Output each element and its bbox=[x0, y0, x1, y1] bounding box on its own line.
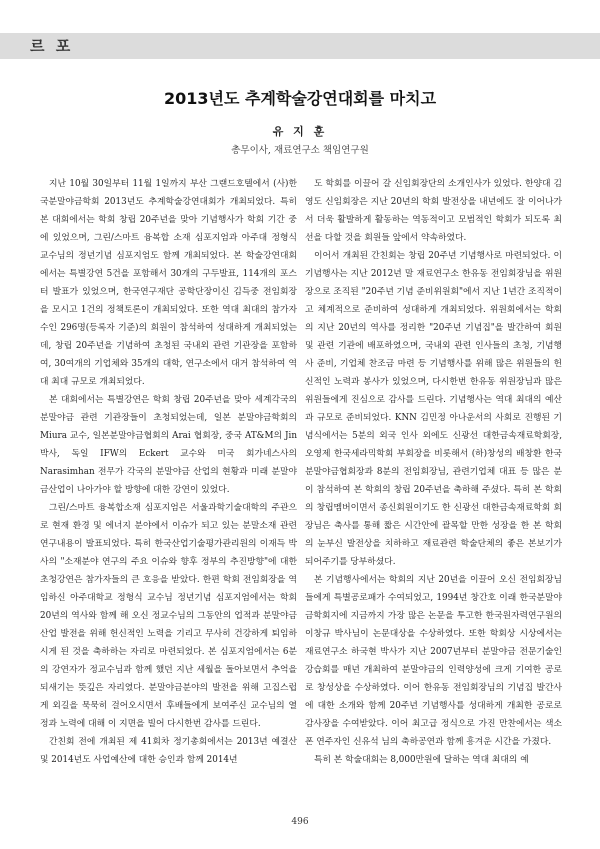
author-name: 유 지 훈 bbox=[272, 125, 328, 138]
left-column bbox=[40, 175, 297, 769]
paragraph: 지난 10월 30일부터 11월 1일까지 부산 그랜드호텔에서 (사)한국분말야금학회 2013년도 추계학술강연대회가 개최되었다. 특히 본 대회에서는 학회 창립 20주년을 맞아 기념행사가 학회 기간 중에 있었으며, 그린/스마트 융복합 소재 심포지엄과 아주대 정형식 교수님의 정년기념 심포지엄도 함께 개최되었다. 본 학술강연대회에서는 특별강연 5건을 포함해서 30개의 구두발표, 114개의 포스터 발표가 있었으며, 한국연구재단 공학단장이신 김득중 전임회장을 모시고 1건의 정책토론이 개최되었다. 또한 역대 최대의 참가자 수인 296명(등록자 기준)의 회원이 참석하여 성대하게 개최되었는데, 창립 20주년을 기념하여 초청된 국내외 관련 기관장을 포함하여, 30여개의 기업체와 35개의 대학, 연구소에서 대거 참석하여 역대 최대 규모로 개최되었다. bbox=[40, 179, 297, 387]
paragraph: 도 학회를 이끌어 갈 신임회장단의 소개인사가 있었다. 한양대 김영도 신임회장은 지난 20년의 학회 발전상을 내년에도 잘 이어나가서 더욱 활발하게 활동하는 역동적이고 모범적인 학회가 되도록 최선을 다할 것을 회원들 앞에서 약속하였다. bbox=[305, 179, 562, 243]
paragraph: 본 기념행사에서는 학회의 지난 20년을 이끌어 오신 전임회장님들에게 특별공로패가 수여되었고, 1994년 창간호 이래 한국분말야금학회지에 지금까지 가장 많은 논문을 투고한 한국원자력연구원의 이창규 박사님이 논문대상을 수상하였다. 또한 학회상 시상에서는 재료연구소 하국현 박사가 지난 2007년부터 분말야금 전문기술인 강습회를 매년 개최하여 분말야금의 인력양성에 크게 기여한 공로로 창성상을 수상하였다. 이어 한유동 전임회장님의 기념집 발간사에 대한 소개와 함께 20주년 기념행사를 성대하게 개최한 공로로 감사장을 수여받았다. 이어 최고급 정식으로 가진 만찬에서는 색소폰 연주자인 신유석 님의 축하공연과 함께 흥겨운 시간을 가졌다. bbox=[305, 575, 562, 747]
paragraph: 본 대회에서는 특별강연은 학회 창립 20주년을 맞아 세계각국의 분말야금 관련 기관장들이 초청되었는데, 일본 분말야금학회의 Miura 교수, 일본분말야금협회의 Arai 협회장, 중국 AT&M의 Jin 박사, 독일 IFW의 Eckert 교수와 미국 회가네스사의 Narasimhan 전무가 각국의 분말야금 산업의 현황과 미래 분말야금산업이 나아가야 할 방향에 대한 강연이 있었다. bbox=[40, 395, 297, 495]
right-column bbox=[305, 175, 562, 769]
paragraph: 그린/스마트 융복합소재 심포지엄은 서울과학기술대학의 주관으로 현재 환경 및 에너지 분야에서 이슈가 되고 있는 분말소재 관련 연구내용이 발표되었다. 특히 한국산업기술평가관리원의 이재득 박사의 "소재분야 연구의 주요 이슈와 향후 정부의 추진방향"에 대한 초청강연은 참가자들의 큰 호응을 받았다. 한편 학회 전임회장을 역임하신 아주대학교 정형식 교수님 정년기념 심포지엄에서는 학회 20년의 역사와 함께 해 오신 정교수님의 그동안의 업적과 분말야금 산업 발전을 위해 헌신적인 노력을 기리고 무사히 건강하게 퇴임하시게 된 것을 축하하는 자리로 마련되었다. 본 심포지엄에서는 6분의 강연자가 정교수님과 함께 했던 지난 세월을 돌아보면서 추억을 되새기는 뜻깊은 자리였다. 분말야금분야의 발전을 위해 고집스럽게 외길을 묵묵히 걸어오시면서 후배들에게 보여주신 교수님의 열정과 노력에 대해 이 지면을 빌어 다시한번 감사를 드린다. bbox=[40, 503, 297, 729]
paragraph: 간친회 전에 개최된 제 41회차 정기총회에서는 2013년 예결산 및 2014년도 사업예산에 대한 승인과 함께 2014년 bbox=[40, 737, 297, 765]
section-tab: 르 포 bbox=[30, 37, 74, 55]
section-header-bar bbox=[0, 33, 600, 59]
page-number: 496 bbox=[291, 817, 309, 827]
article-title: 2013년도 추계학술강연대회를 마치고 bbox=[163, 89, 437, 108]
author-affiliation: 총무이사, 재료연구소 책임연구원 bbox=[231, 145, 369, 156]
paragraph: 특히 본 학술대회는 8,000만원에 달하는 역대 최대의 예 bbox=[314, 755, 529, 765]
paragraph: 이어서 개최된 간친회는 창립 20주년 기념행사로 마련되었다. 이 기념행사는 지난 2012년 말 재료연구소 한유동 전임회장님을 위원장으로 조직된 "20주년 기념 준비위원회"에서 지난 1년간 조직적이고 체계적으로 준비하여 성대하게 개최되었다. 위원회에서는 학회의 지난 20년의 역사를 정리한 "20주년 기념집"을 발간하여 회원 및 관련 기관에 배포하였으며, 국내외 관련 인사들의 초청, 기념행사 준비, 기업체 찬조금 마련 등 기념행사를 위해 많은 위원들의 헌신적인 노력과 봉사가 있었으며, 다시한번 한유동 위원장님과 많은 위원들에게 진심으로 감사를 드린다. 기념행사는 역대 최대의 예산과 규모로 준비되었다. KNN 김민정 아나운서의 사회로 진행된 기념식에서는 5분의 외국 인사 외에도 신광선 대한금속재료학회장, 오영제 한국세라믹학회 부회장을 비롯해서 (하)창성의 배창환 한국분말야금협회장과 8분의 전임회장님, 관련기업체 대표 등 많은 분이 참석하여 본 학회의 창립 20주년을 축하해 주셨다. 특히 본 학회의 창립멤버이면서 종신회원이기도 한 신광선 대한금속재료학회 회장님은 축사를 통해 짧은 시간안에 괄목할 만한 성장을 한 본 학회의 눈부신 발전상을 치하하고 재료관련 학술단체의 좋은 본보기가 되어주기를 당부하셨다. bbox=[305, 251, 562, 567]
